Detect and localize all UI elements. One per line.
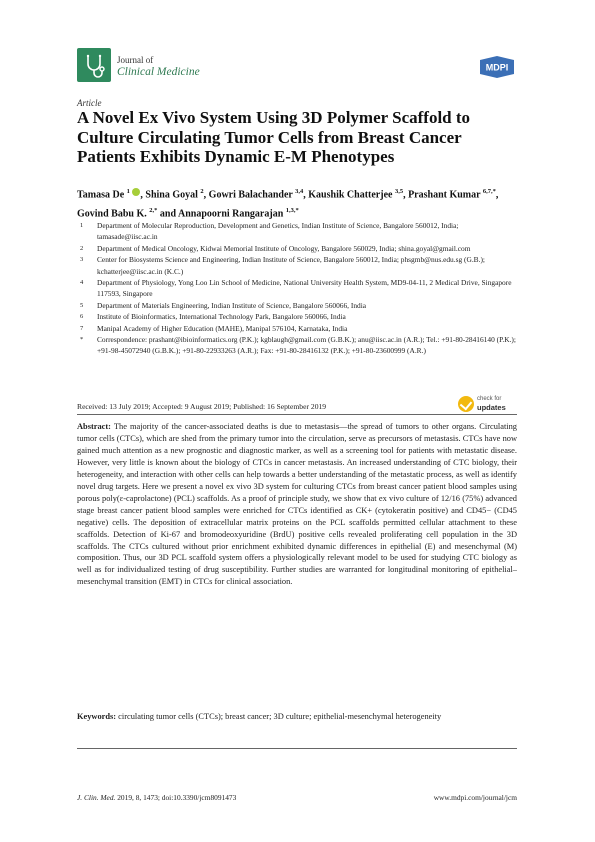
author-separator: and bbox=[157, 208, 178, 220]
affiliation-item bbox=[77, 334, 517, 357]
author-affiliation-marks: 2,* bbox=[149, 207, 158, 215]
author-separator: , bbox=[140, 189, 146, 201]
footer-citation bbox=[77, 793, 236, 802]
publisher-logo-text: MDPI bbox=[485, 62, 509, 73]
affiliation-mark: 7 bbox=[80, 324, 84, 332]
author-affiliation-marks: 6,7,* bbox=[482, 188, 496, 195]
author-name[interactable]: Tamasa De bbox=[77, 189, 125, 201]
affiliation-mark: 1 bbox=[80, 222, 84, 229]
affiliation-item bbox=[77, 300, 517, 311]
keywords-text: circulating tumor cells (CTCs); breast cancer; 3D culture; epithelial-mesenchymal heterogeneity bbox=[118, 712, 442, 721]
affiliation-mark: 3 bbox=[80, 256, 84, 264]
journal-name-line2: Clinical Medicine bbox=[117, 66, 200, 78]
affiliation-text: Department of Physiology, Yong Loo Lin School of Medicine, National University Health System, MD9-04-11, 2 Medical Drive, Singapore 117593, Singapore bbox=[97, 278, 512, 299]
affiliation-text: Center for Biosystems Science and Engineering, Indian Institute of Science, Bangalore 560012, India; phsgmb@nus.edu.sg (G.B.); kchatterjee@iisc.ac.in (K.C.) bbox=[97, 255, 485, 276]
author-affiliation-marks: 2 bbox=[200, 188, 204, 195]
author-name[interactable]: Gowri Balachander bbox=[208, 189, 293, 201]
article-title: A Novel Ex Vivo System Using 3D Polymer Scaffold to Culture Circulating Tumor Cells from Breast Cancer Patients Exhibits Dynamic E-M Phenotypes bbox=[77, 108, 471, 166]
article-type: Article bbox=[77, 98, 102, 108]
footer-doi: 2019, 8, 1473; doi:10.3390/jcm8091473 bbox=[115, 793, 237, 802]
author-name[interactable]: Prashant Kumar bbox=[408, 189, 481, 201]
publication-dates: Received: 13 July 2019; Accepted: 9 August 2019; Published: 16 September 2019 bbox=[77, 402, 327, 411]
divider bbox=[77, 414, 517, 415]
author-separator: , bbox=[303, 189, 309, 201]
journal-logo bbox=[77, 48, 111, 82]
affiliation-mark: * bbox=[80, 336, 84, 344]
affiliation-text: Correspondence: prashant@ibioinformatics.org (P.K.); kgblaugh@gmail.com (G.B.K.); anu@iisc.ac.in (A.R.); Tel.: +91-80-28416140 (P.K.); +91-98-45072940 (G.B.K.); +91-80-22933263 (A.R.); Fax: +91-80-28416132 (P.K.); +91-80-23600999 (A.R.) bbox=[97, 335, 516, 356]
affiliation-mark: 4 bbox=[80, 279, 84, 287]
author-affiliation-marks: 1 bbox=[126, 188, 130, 195]
affiliation-list bbox=[77, 220, 517, 357]
affiliation-item bbox=[77, 311, 517, 322]
affiliation-mark: 5 bbox=[80, 301, 84, 309]
affiliation-mark: 2 bbox=[80, 244, 84, 252]
author-separator: , bbox=[203, 189, 209, 201]
keywords bbox=[77, 711, 517, 723]
check-for-updates-badge[interactable] bbox=[458, 394, 518, 414]
mdpi-logo-icon bbox=[477, 54, 517, 80]
author-name[interactable]: Shina Goyal bbox=[145, 189, 198, 201]
check-updates-line2: updates bbox=[477, 403, 506, 412]
affiliation-item bbox=[77, 220, 517, 243]
affiliation-item bbox=[77, 243, 517, 254]
author-name[interactable]: Annapoorni Rangarajan bbox=[177, 208, 284, 220]
affiliation-item bbox=[77, 277, 517, 300]
author-name[interactable]: Kaushik Chatterjee bbox=[308, 189, 393, 201]
affiliation-text: Institute of Bioinformatics, International Technology Park, Bangalore 560066, India bbox=[97, 312, 346, 322]
affiliation-text: Department of Molecular Reproduction, Development and Genetics, Indian Institute of Science, Bangalore 560012, India; tamasade@iisc.ac.in bbox=[97, 221, 459, 242]
author-separator: , bbox=[495, 189, 499, 201]
author-affiliation-marks: 1,3,* bbox=[285, 207, 299, 215]
check-icon bbox=[458, 396, 474, 412]
author-name[interactable]: Govind Babu K. bbox=[77, 208, 147, 220]
affiliation-text: Manipal Academy of Higher Education (MAHE), Manipal 576104, Karnataka, India bbox=[97, 323, 348, 333]
footer-journal: J. Clin. Med. bbox=[77, 793, 116, 802]
abstract bbox=[77, 421, 517, 588]
footer-url[interactable]: www.mdpi.com/journal/jcm bbox=[433, 793, 517, 802]
divider bbox=[77, 748, 517, 749]
journal-name-line1: Journal of bbox=[117, 55, 154, 65]
affiliation-item bbox=[77, 254, 517, 277]
abstract-label: Abstract: bbox=[77, 422, 111, 431]
affiliation-text: Department of Medical Oncology, Kidwai Memorial Institute of Oncology, Bangalore 560029, India; shina.goyal@gmail.com bbox=[97, 243, 471, 253]
abstract-text: The majority of the cancer-associated deaths is due to metastasis—the spread of tumors to other organs. Circulating tumor cells (CTCs), which are shed from the primary tumor into the circulation, serve as precursors of metastasis. CTCs have now gained much attention as a new prognostic and diagnostic marker, as well as a screening tool for patients with metastatic disease. However, very little is known about the biology of CTCs in cancer metastasis. An increased understanding of CTC biology, their heterogeneity, and interaction with other cells can help towards a better understanding of the metastatic process, as well as identify novel drug targets. Here we present a novel ex vivo 3D system for culturing CTCs from breast cancer patient blood samples using porous poly(ε-caprolactone) (PCL) scaffolds. As a proof of principle study, we show that ex vivo culture of 12/16 (75%) advanced stage breast cancer patient blood samples were enriched for CTCs identified as CK+ (cytokeratin positive) and CD45− (CD45 negative) cells. The deposition of extracellular matrix proteins on the PCL scaffolds permitted cellular attachment to these scaffolds. Detection of Ki-67 and bromodeoxyuridine (BrdU) positive cells revealed proliferating cell population in the 3D scaffolds. The CTCs cultured without prior enrichment exhibited dynamic differences in epithelial (E) and mesenchymal (M) composition. Thus, our 3D PCL scaffold system offers a physiologically relevant model to be used for studying CTC biology as well as for individualized testing of drug susceptibility. Further studies are warranted for longitudinal monitoring of epithelial–mesenchymal transition (EMT) in CTCs for clinical association. bbox=[77, 422, 517, 587]
author-affiliation-marks: 3,5 bbox=[394, 188, 404, 195]
affiliation-item bbox=[77, 323, 517, 334]
stethoscope-icon bbox=[77, 48, 111, 82]
check-updates-line1: check for bbox=[477, 396, 502, 402]
author-affiliation-marks: 3,4 bbox=[295, 188, 304, 195]
author-list bbox=[77, 184, 517, 223]
affiliation-mark: 6 bbox=[80, 313, 84, 321]
publisher-logo[interactable] bbox=[477, 54, 517, 80]
author-separator: , bbox=[403, 189, 409, 201]
affiliation-text: Department of Materials Engineering, Indian Institute of Science, Bangalore 560066, India bbox=[97, 300, 367, 310]
keywords-label: Keywords: bbox=[77, 712, 117, 721]
